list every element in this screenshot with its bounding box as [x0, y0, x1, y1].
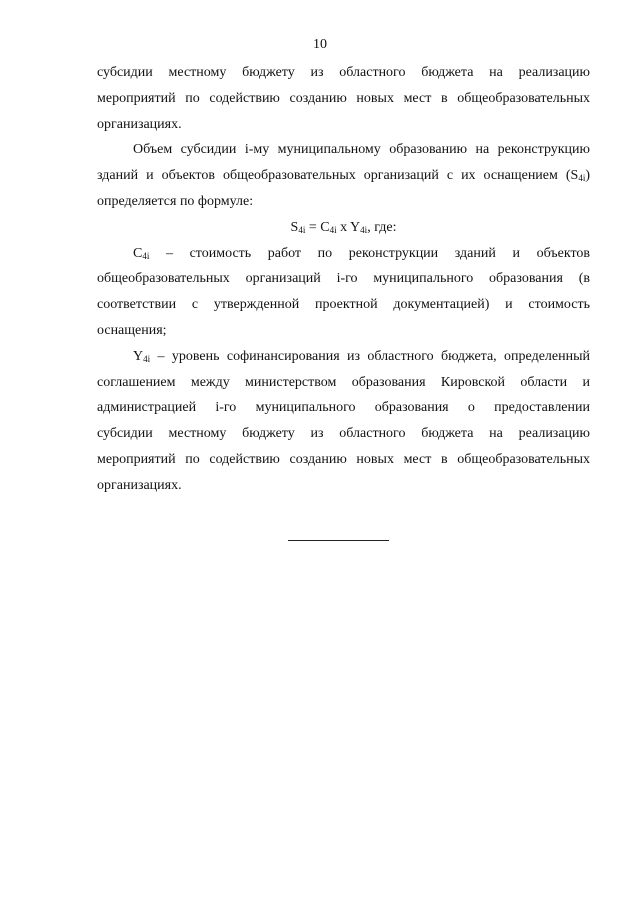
text-line: определяется по формуле:	[97, 193, 254, 209]
text-line: Объем субсидии i-му муниципальному образованию на реконструкцию	[133, 142, 590, 158]
text-fragment: зданий и объектов общеобразовательных организаций с их оснащением (S	[97, 168, 579, 184]
definition-symbol: C	[133, 245, 143, 261]
text-line: субсидии местному бюджету из областного бюджета на реализацию	[97, 65, 590, 80]
formula-symbol: S	[290, 219, 299, 235]
formula-text: = C	[305, 219, 330, 235]
definition-symbol: Y	[133, 348, 144, 364]
text-line	[97, 344, 590, 370]
text-line: соответствии с утвержденной проектной документацией) и стоимость	[97, 297, 590, 313]
definition-c4i	[97, 241, 590, 344]
text-line: организациях.	[97, 477, 182, 493]
subscript: 4i	[578, 173, 586, 184]
text-fragment: – уровень софинансирования из областного бюджета, определенный	[150, 348, 590, 364]
text-fragment: )	[585, 168, 590, 184]
text-line: организациях.	[97, 116, 182, 132]
formula	[97, 215, 590, 241]
text-line	[97, 163, 590, 189]
text-line: администрацией i-го муниципального образования о предоставлении	[97, 400, 590, 416]
section-divider	[288, 540, 389, 541]
subscript: 4i	[142, 250, 150, 261]
text-line: мероприятий по содействию созданию новых мест в общеобразовательных	[97, 90, 590, 106]
subscript: 4i	[298, 224, 306, 235]
text-fragment: – стоимость работ по реконструкции зданий и объектов	[149, 245, 590, 261]
definition-y4i	[97, 344, 590, 499]
text-line: общеобразовательных организаций i-го муниципального образования (в	[97, 271, 590, 287]
formula-text: x Y	[336, 219, 361, 235]
paragraph-subsidy-purpose	[97, 60, 590, 137]
text-line: соглашением между министерством образования Кировской области и	[97, 374, 590, 390]
text-line	[97, 241, 590, 267]
text-line: субсидии местному бюджету из областного бюджета на реализацию	[97, 426, 590, 442]
subscript: 4i	[143, 353, 151, 364]
text-line: оснащения;	[97, 322, 167, 338]
subscript: 4i	[329, 224, 337, 235]
page-number: 10	[313, 37, 327, 52]
formula-text: , где:	[367, 219, 397, 235]
subscript: 4i	[360, 224, 368, 235]
document-body	[97, 60, 590, 499]
paragraph-subsidy-volume	[97, 137, 590, 214]
text-line: мероприятий по содействию созданию новых мест в общеобразовательных	[97, 451, 590, 467]
